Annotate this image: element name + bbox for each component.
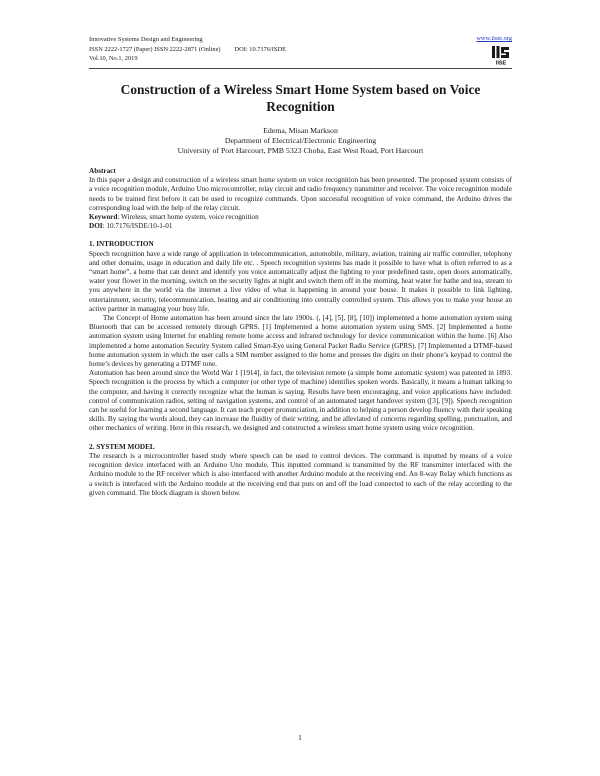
iiste-logo xyxy=(491,44,511,66)
section-2-paragraph-1: The research is a microcontroller based study where speech can be used to control devices. The command is inputted by means of a voice recognition device interfaced with an Arduino Uno module. This inputted command is transmitted by the RF transmitter interfaced with the Arduino module to the RF receiver which is also interfaced with another Arduino module at the receiving end. An 8-way Relay which functions as a switch is interfaced with the Arduino module at the receiving end that puts on and off the load connected to each of the relay according to the given command. The block diagram is shown below. xyxy=(89,451,512,497)
abstract-text: In this paper a design and construction of a wireless smart home system on voice recognition has been presented. The proposed system consists of a voice recognition module, Arduino Uno microcontroller, relay circuit and radio frequency transmitter and receiver. The voice recognition module needs to be trained first before it can be used to recognize commands. Upon successful recognition of voice command, the Arduino drives the corresponding load with the help of the relay circuit. xyxy=(89,176,512,212)
journal-issn-line xyxy=(89,45,286,55)
doi-value: : 10.7176/ISDE/10-1-01 xyxy=(102,222,173,231)
abstract-heading: Abstract xyxy=(89,167,116,175)
author-name: Edema, Misan Markson xyxy=(263,126,338,135)
section-1-heading: 1. INTRODUCTION xyxy=(89,240,154,249)
paper-body xyxy=(89,167,512,498)
journal-name: Innovative Systems Design and Engineering xyxy=(89,36,203,43)
keyword-line xyxy=(89,213,512,222)
journal-doi: DOI: 10.7176/ISDE xyxy=(234,45,287,53)
keyword-values: : Wireless, smart home system, voice recognition xyxy=(117,213,259,222)
author-university: University of Port Harcourt, PMB 5323 Choba, East West Road, Port Harcourt xyxy=(177,145,424,155)
header-divider xyxy=(89,68,512,69)
doi-label: DOI xyxy=(89,222,103,231)
logo-text: IISE xyxy=(495,60,507,66)
paper-title: Construction of a Wireless Smart Home System based on Voice Recognition xyxy=(120,82,481,114)
journal-issn: ISSN 2222-1727 (Paper) ISSN 2222-2871 (Online) xyxy=(89,45,221,53)
author-department: Department of Electrical/Electronic Engineering xyxy=(224,135,377,145)
section-1-paragraph-1: Speech recognition have a wide range of application in telecommunication, automobile, military, aviation, training air traffic controller, telephony and other domains, usage in education and daily life etc. . Speech recognition systems has made it possible to have what is often referred to as a “smart home”, a home that can detect and identify you voice automatically adjust the lighting to your predefined taste, open doors automatically, water your flower in the morning, switch on the security lights at night and switch them off in the morning, heat water for bathe and tea, stream to you anywhere in the world via the internet a live video of what is happening in around your house. It makes it possible to link lighting, entertainment, security, telecommunication, heating and air conditioning into centrally controlled system. This allows you to make your house an active partner in managing your busy life. xyxy=(89,249,512,313)
section-2-heading: 2. SYSTEM MODEL xyxy=(89,442,155,451)
section-1-paragraph-2: The Concept of Home automation has been around since the late 1900s. (, [4], [5], [8], [10]) implemented a home automation system using Bluetooth that can be accessed remotely through GPRS. [1] Implemented a home automation system using SMS. [2] Implemented a home automation system using Internet for enabling remote home access and infrared technology for device communication within the home. [6] Also implemented a home automation Security System called Smart-Eye using General Packet Radio Service (GPRS). [7] Implemented a DTMF-based home automation system in which the user calls a SIM number assigned to the home and presses the digits on their phone’s keypad to control the home’s devices by generating a DTMF tone. xyxy=(89,314,512,369)
keyword-label: Keyword xyxy=(89,213,118,222)
journal-header xyxy=(89,35,286,64)
doi-line xyxy=(89,222,512,231)
section-1-paragraph-3: Automation has been around since the World War 1 [1914], in fact, the television remote (a simple home automatic system) was patented in 1893. Speech recognition is the process by which a computer (or other type of machine) identifies spoken words. Basically, it means a human talking to the computer, and having it correctly recognize what the human is saying. Results have been encouraging, and voice applications have included: control of communication radios, setting of navigation systems, and control of an automated target handover system ([3], [9]). Speech recognition can be useful for learning a second language. It can teach proper pronunciation, in addition to helping a person develop fluency with their speaking skills. By saying the words aloud, they can increase the fluidity of their writing, and be alleviated of concerns regarding spelling, punctuation, and other mechanics of writing. Here in this research, we designed and constructed a wireless smart home system using voice recognition. xyxy=(89,369,512,433)
page-number: 1 xyxy=(298,733,302,742)
journal-url-link[interactable]: www.iiste.org xyxy=(476,35,512,42)
journal-volume: Vol.10, No.1, 2019 xyxy=(89,55,138,62)
author-block xyxy=(89,126,512,155)
